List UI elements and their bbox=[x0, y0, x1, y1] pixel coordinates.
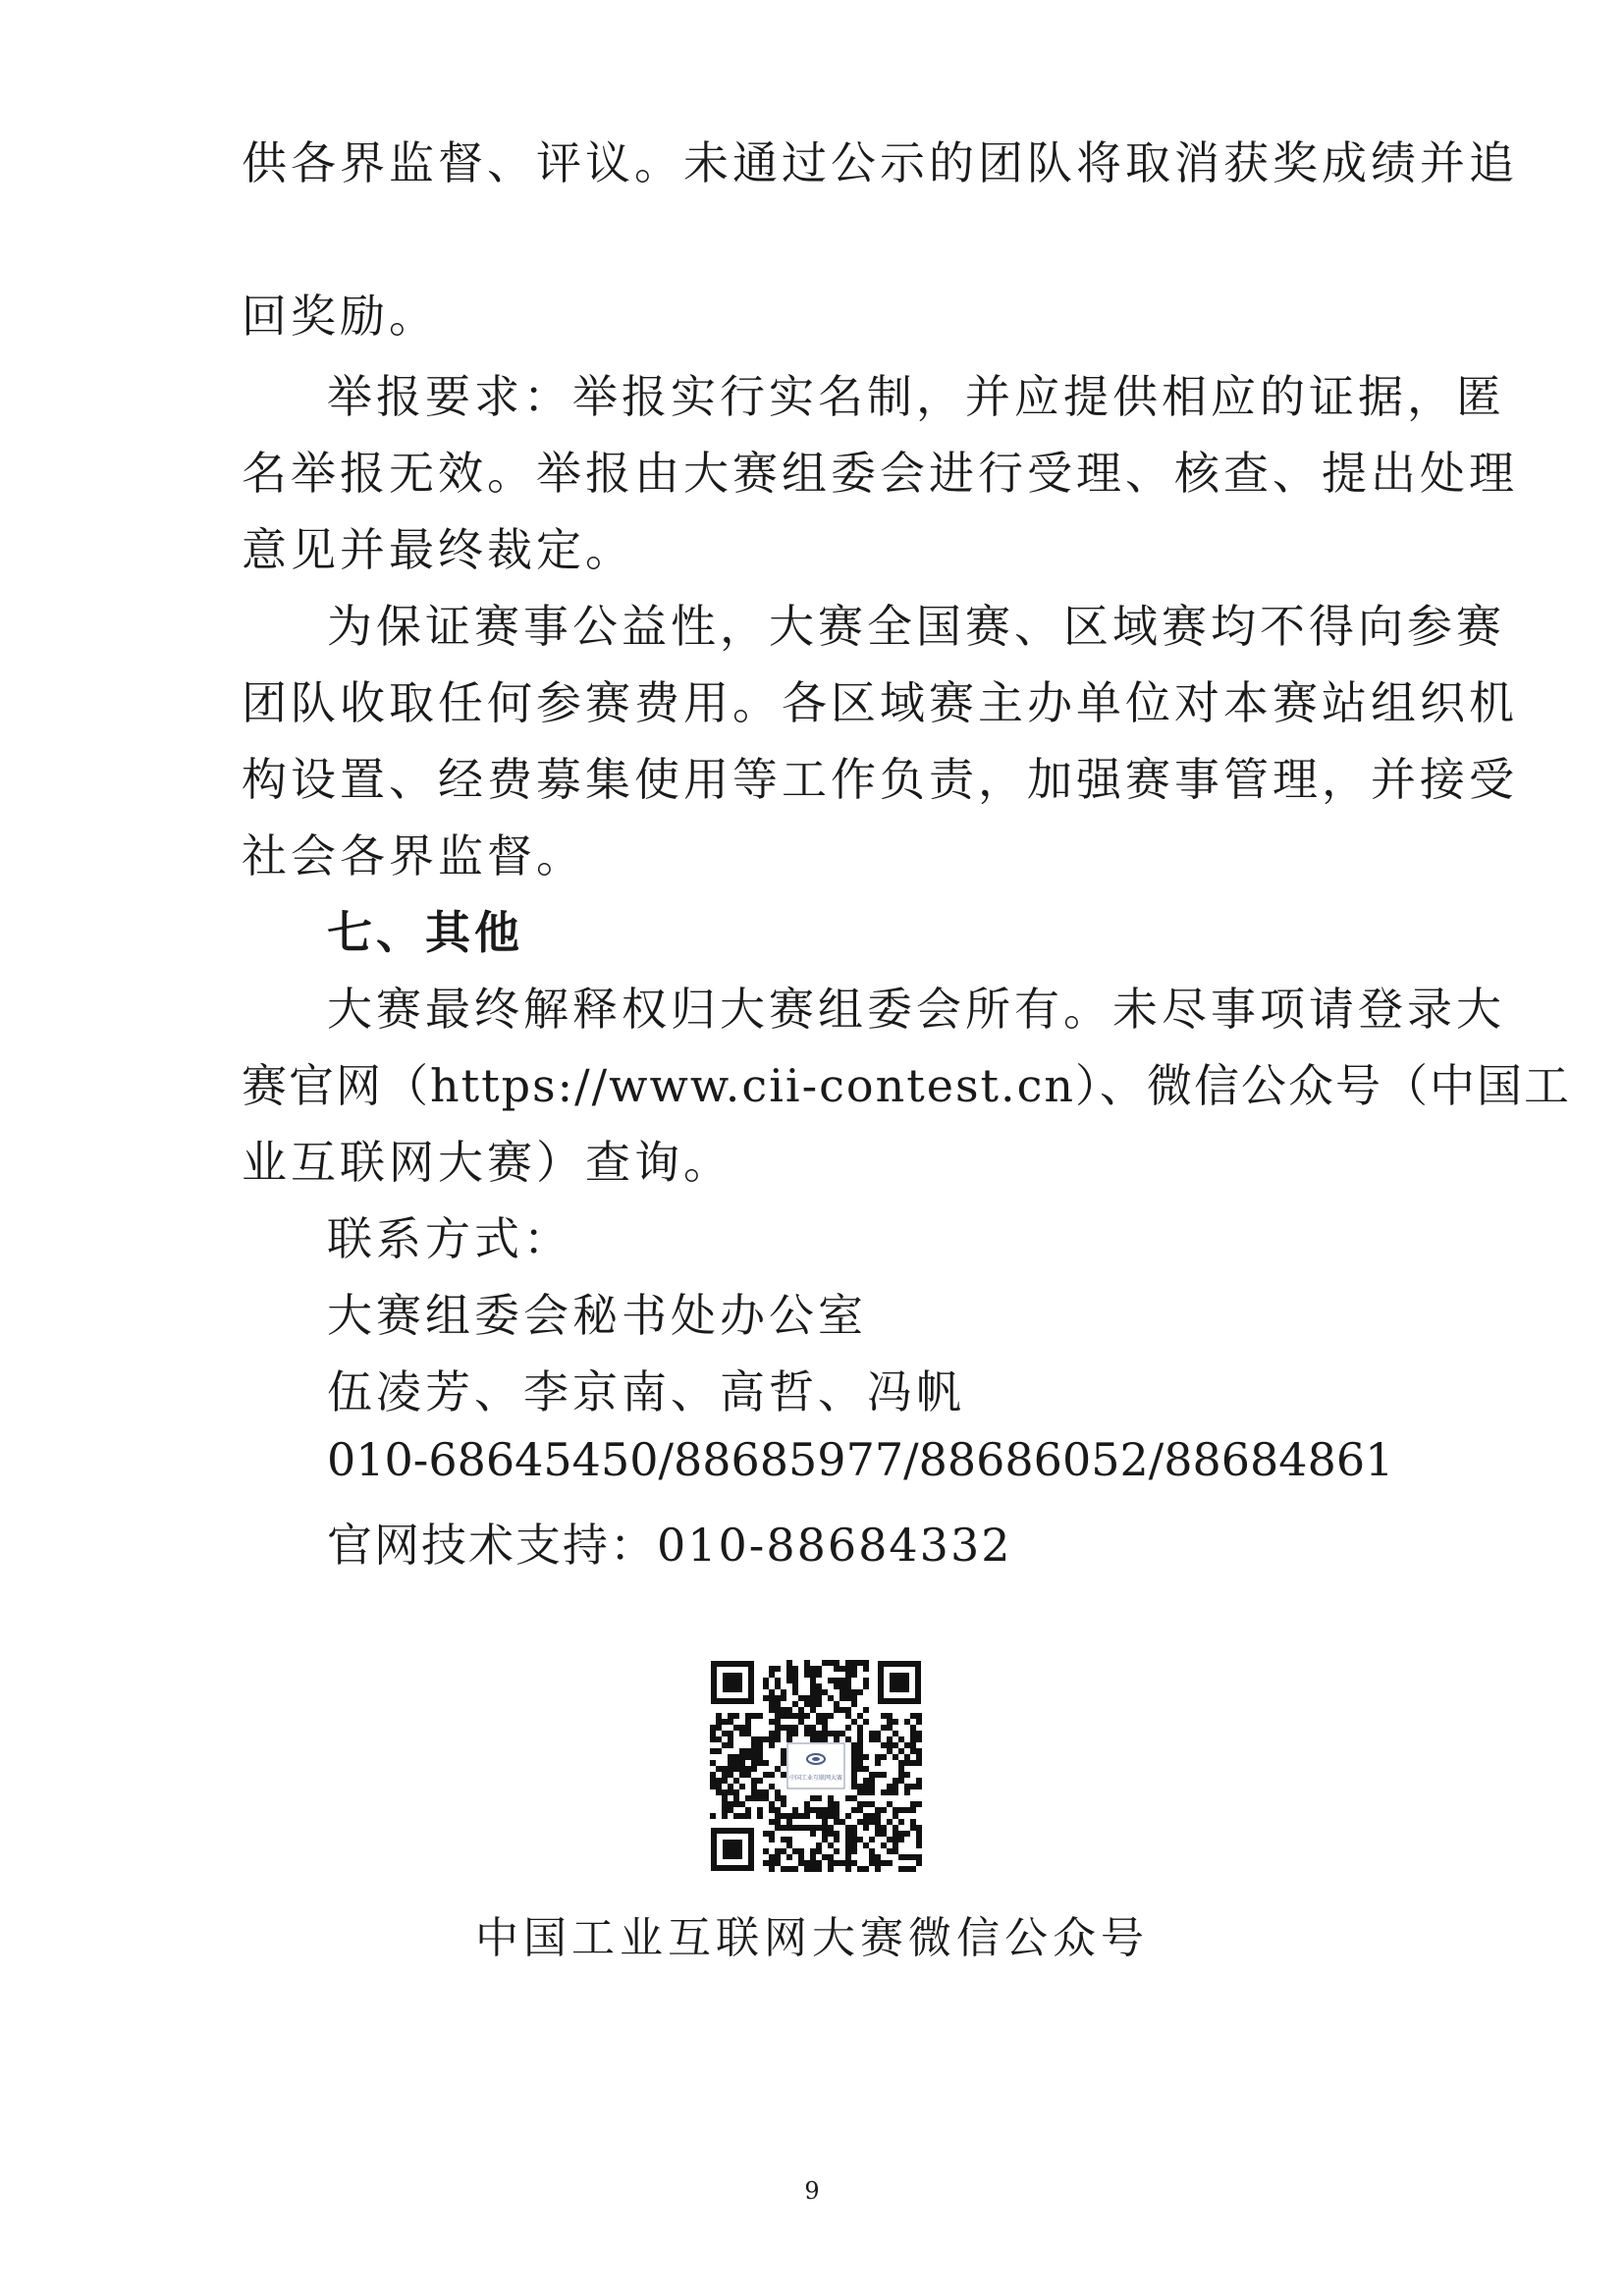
contact-tech-support: 官网技术支持：010-88684332 bbox=[327, 1519, 1012, 1572]
paragraph-2-line-3: 意见并最终裁定。 bbox=[242, 523, 634, 576]
page-number: 9 bbox=[804, 2177, 820, 2205]
qr-caption: 中国工业互联网大赛微信公众号 bbox=[475, 1913, 1149, 1963]
paragraph-3-line-4: 社会各界监督。 bbox=[242, 829, 585, 882]
contact-people: 伍凌芳、李京南、高哲、冯帆 bbox=[327, 1365, 965, 1418]
paragraph-3-line-3: 构设置、经费募集使用等工作负责，加强赛事管理，并接受 bbox=[242, 753, 1518, 806]
paragraph-2-line-1: 举报要求：举报实行实名制，并应提供相应的证据，匿 bbox=[327, 370, 1505, 423]
qr-logo-text: 中国工业互联网大赛 bbox=[788, 1775, 843, 1782]
contact-label: 联系方式： bbox=[327, 1212, 572, 1265]
section-heading-other: 七、其他 bbox=[327, 906, 523, 959]
other-line-2: 赛官网（https://www.cii-contest.cn）、微信公众号（中国工 bbox=[242, 1059, 1572, 1112]
paragraph-2-line-2: 名举报无效。举报由大赛组委会进行受理、核查、提出处理 bbox=[242, 447, 1518, 500]
paragraph-1-line-2: 回奖励。 bbox=[242, 290, 438, 343]
contact-phones: 010-68645450/88685977/88686052/88684861 bbox=[327, 1433, 1394, 1486]
qr-finder-top-right bbox=[878, 1661, 921, 1704]
contact-office: 大赛组委会秘书处办公室 bbox=[327, 1289, 867, 1342]
wechat-qr-code[interactable] bbox=[709, 1659, 923, 1873]
other-line-1: 大赛最终解释权归大赛组委会所有。未尽事项请登录大 bbox=[327, 983, 1505, 1036]
qr-finder-bottom-left bbox=[711, 1828, 754, 1871]
other-line-3: 业互联网大赛）查询。 bbox=[242, 1136, 732, 1189]
paragraph-1-line-1: 供各界监督、评议。未通过公示的团队将取消获奖成绩并追 bbox=[242, 136, 1518, 189]
qr-finder-top-left bbox=[711, 1661, 754, 1704]
qr-center-logo bbox=[787, 1743, 844, 1789]
paragraph-3-line-1: 为保证赛事公益性，大赛全国赛、区域赛均不得向参赛 bbox=[327, 600, 1505, 653]
paragraph-3-line-2: 团队收取任何参赛费用。各区域赛主办单位对本赛站组织机 bbox=[242, 676, 1518, 729]
